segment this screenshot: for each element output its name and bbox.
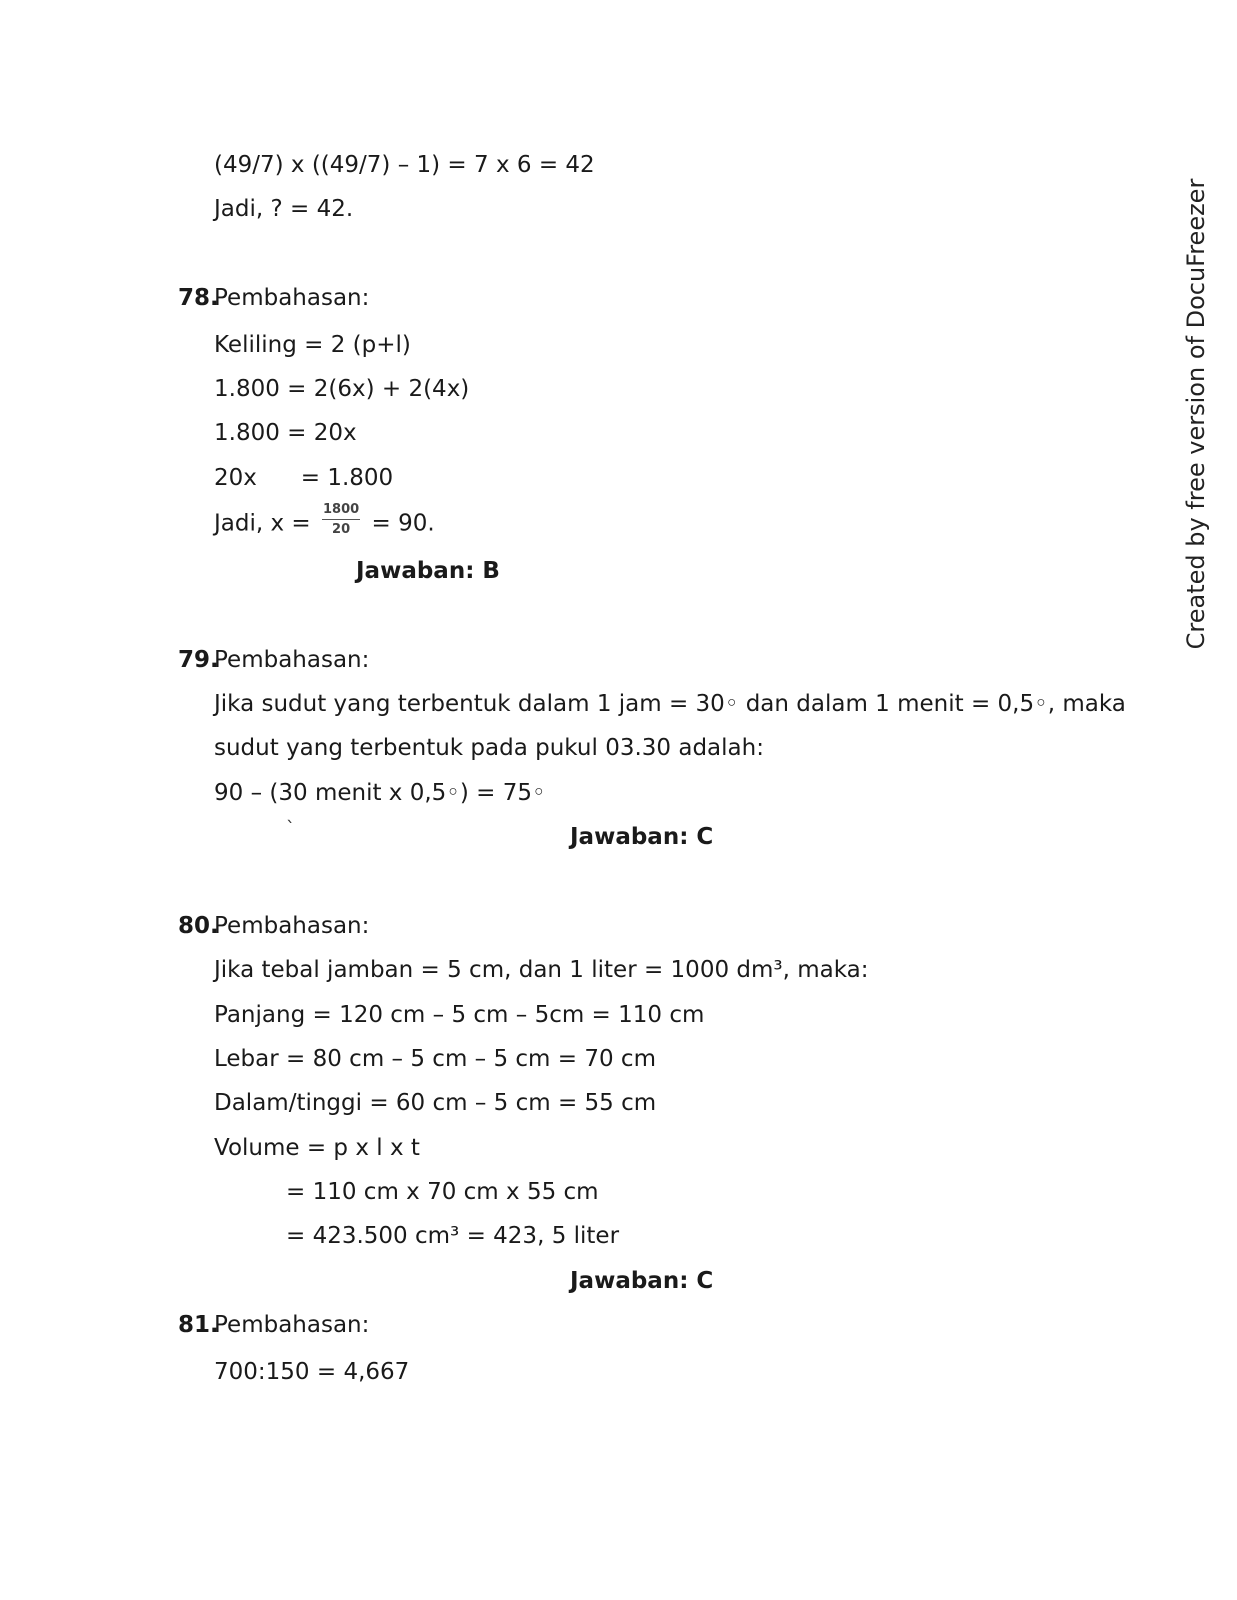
calc-line: = 423.500 cm³ = 423, 5 liter bbox=[286, 1223, 620, 1249]
stray-mark: ` bbox=[286, 818, 295, 839]
solution-line: 1.800 = 20x bbox=[214, 420, 357, 446]
solution-line: 20x = 1.800 bbox=[214, 465, 394, 491]
solution-line: sudut yang terbentuk pada pukul 03.30 adalah: bbox=[214, 735, 764, 761]
intro-line-1: (49/7) x ((49/7) – 1) = 7 x 6 = 42 bbox=[214, 152, 595, 178]
calc-line: = 110 cm x 70 cm x 55 cm bbox=[286, 1179, 599, 1205]
jadi-prefix: Jadi, x = bbox=[214, 510, 311, 537]
fraction-denominator: 20 bbox=[332, 522, 351, 537]
solution-line: Jika tebal jamban = 5 cm, dan 1 liter = 1000 dm³, maka: bbox=[214, 957, 869, 983]
solution-line: 700:150 = 4,667 bbox=[214, 1359, 410, 1385]
watermark-text: Created by free version of DocuFreezer bbox=[1182, 178, 1210, 650]
question-heading: Pembahasan: bbox=[214, 1312, 370, 1338]
jadi-suffix: = 90. bbox=[371, 510, 435, 537]
question-number: 80. bbox=[178, 913, 219, 939]
question-number: 79. bbox=[178, 647, 219, 673]
question-heading: Pembahasan: bbox=[214, 647, 370, 673]
question-number: 81. bbox=[178, 1312, 219, 1338]
fraction-numerator: 1800 bbox=[322, 503, 360, 520]
solution-line: Dalam/tinggi = 60 cm – 5 cm = 55 cm bbox=[214, 1090, 657, 1116]
answer: Jawaban: C bbox=[570, 824, 714, 850]
question-number: 78. bbox=[178, 285, 219, 311]
answer: Jawaban: C bbox=[570, 1268, 714, 1294]
question-heading: Pembahasan: bbox=[214, 285, 370, 311]
answer: Jawaban: B bbox=[356, 558, 500, 584]
solution-line: Keliling = 2 (p+l) bbox=[214, 332, 411, 358]
question-heading: Pembahasan: bbox=[214, 913, 370, 939]
solution-line: 90 – (30 menit x 0,5◦) = 75◦ bbox=[214, 780, 546, 806]
solution-line: 1.800 = 2(6x) + 2(4x) bbox=[214, 376, 470, 402]
solution-line-fraction bbox=[214, 502, 435, 541]
solution-line: Panjang = 120 cm – 5 cm – 5cm = 110 cm bbox=[214, 1002, 705, 1028]
intro-line-2: Jadi, ? = 42. bbox=[214, 196, 354, 222]
fraction bbox=[322, 503, 360, 537]
solution-line: Volume = p x l x t bbox=[214, 1135, 420, 1161]
solution-line: Jika sudut yang terbentuk dalam 1 jam = 30◦ dan dalam 1 menit = 0,5◦, maka bbox=[214, 691, 1126, 717]
solution-line: Lebar = 80 cm – 5 cm – 5 cm = 70 cm bbox=[214, 1046, 656, 1072]
